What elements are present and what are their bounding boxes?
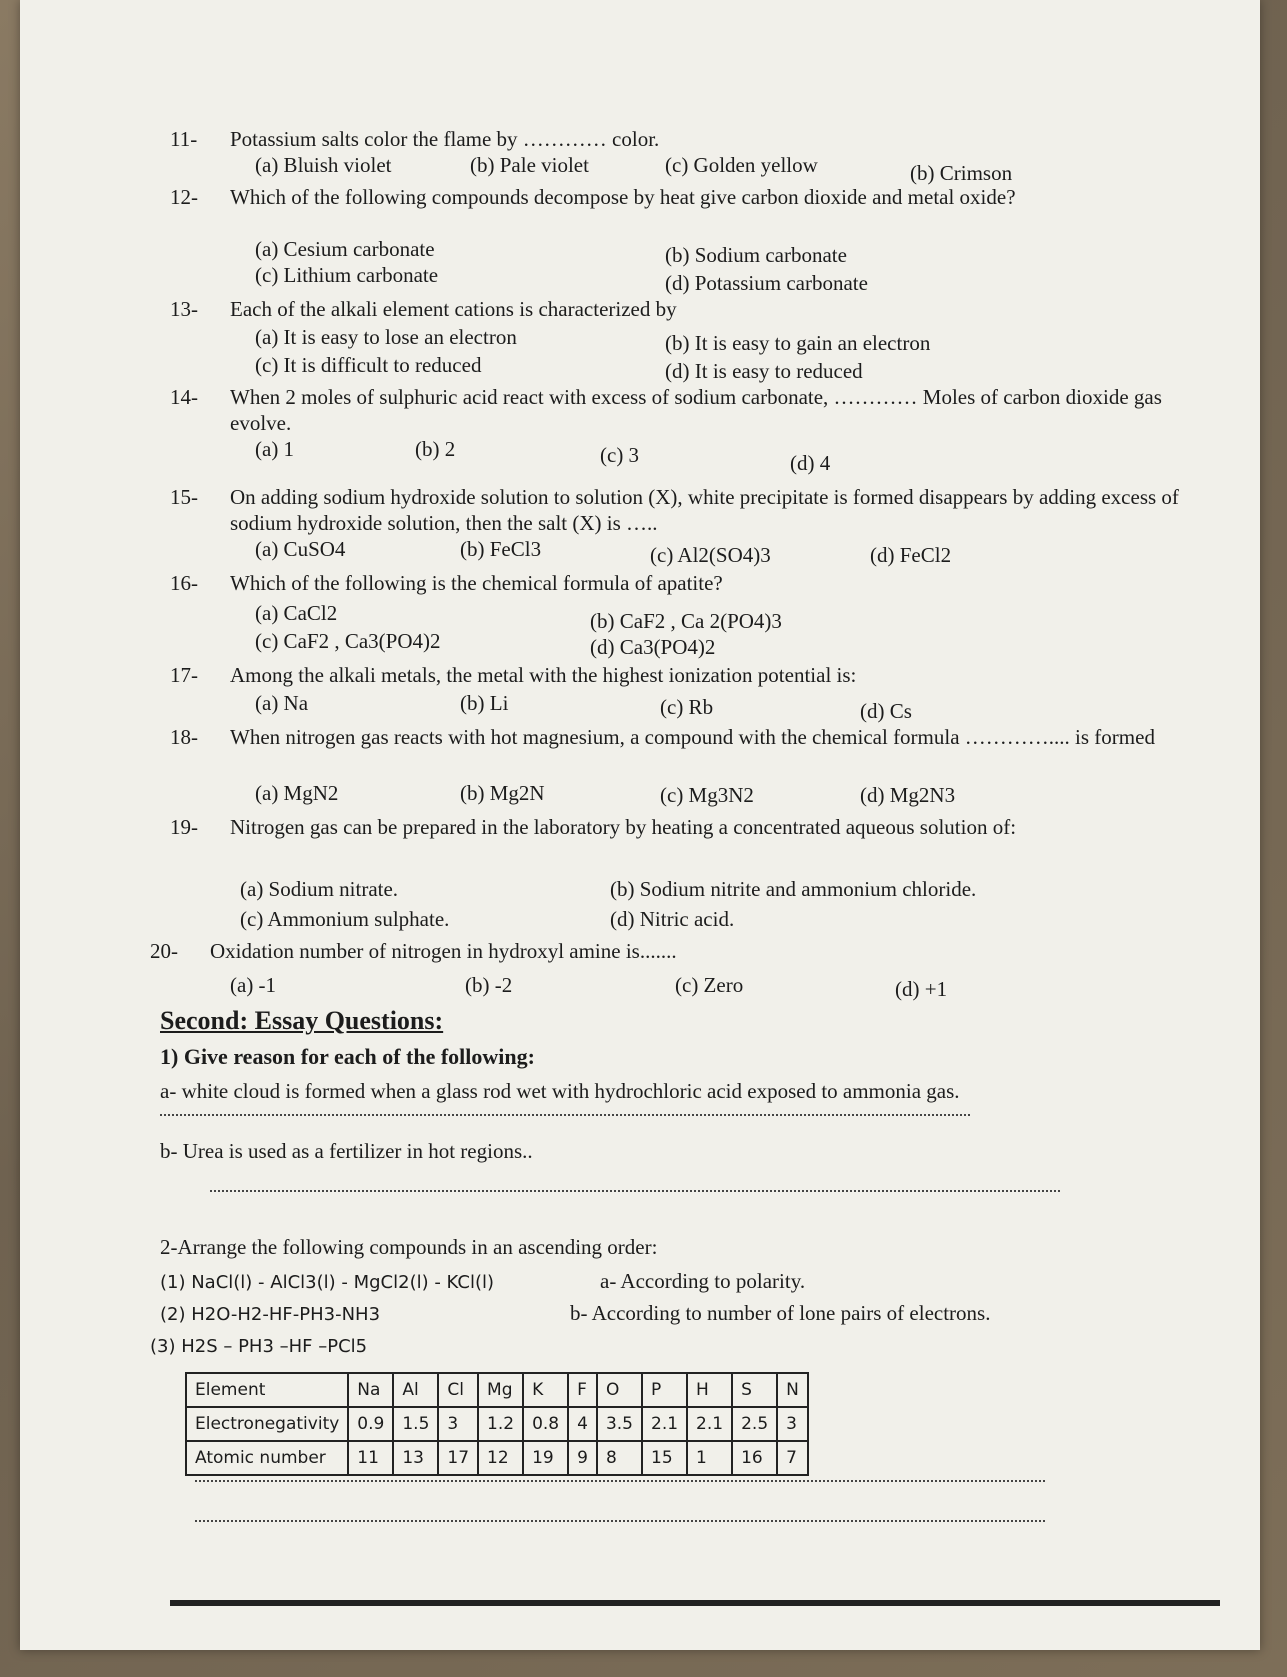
table-cell: 9 [568, 1441, 597, 1475]
table-row [186, 1407, 808, 1441]
table-row [186, 1373, 808, 1407]
essay-q2-item-2: (2) H2O-H2-HF-PH3-NH3 [160, 1304, 381, 1325]
section-title: Second: Essay Questions: [160, 1006, 444, 1035]
question-text: Among the alkali metals, the metal with the highest ionization potential is: [230, 663, 857, 687]
answer-line [195, 1480, 1045, 1482]
option-c: (c) Al2(SO4)3 [650, 543, 771, 567]
exam-paper [20, 0, 1260, 1650]
question-text: On adding sodium hydroxide solution to solution (X), white precipitate is formed disappears by adding excess of sodium hydroxide solution, then the salt (X) is ….. [230, 485, 1179, 535]
option-a: (a) Sodium nitrate. [240, 877, 399, 901]
option-d: (d) Ca3(PO4)2 [590, 635, 716, 659]
table-cell: S [732, 1373, 777, 1407]
option-c: (c) Zero [675, 973, 744, 997]
essay-q2-item-3: (3) H2S – PH3 –HF –PCl5 [150, 1336, 368, 1357]
essay-q2-criterion-a: a- According to polarity. [600, 1269, 806, 1293]
table-cell: 4 [568, 1407, 597, 1441]
option-a: (a) CuSO4 [255, 537, 346, 561]
option-b: (b) -2 [465, 973, 513, 997]
option-c: (c) It is difficult to reduced [255, 353, 482, 377]
table-cell: 19 [523, 1441, 568, 1475]
table-cell: 13 [393, 1441, 438, 1475]
option-c: (c) 3 [600, 443, 640, 467]
option-b: (b) Pale violet [470, 153, 589, 177]
option-d: (d) 4 [790, 451, 831, 475]
table-cell: 0.8 [523, 1407, 568, 1441]
table-cell: 0.9 [348, 1407, 393, 1441]
option-d: (d) It is easy to reduced [665, 359, 863, 383]
question-text: Which of the following is the chemical formula of apatite? [230, 571, 723, 595]
option-a: (a) MgN2 [255, 781, 339, 805]
option-b: (b) FeCl3 [460, 537, 542, 561]
option-b: (b) Sodium carbonate [665, 243, 847, 267]
option-a: (a) CaCl2 [255, 601, 338, 625]
essay-q2-title: 2-Arrange the following compounds in an ascending order: [160, 1235, 658, 1259]
essay-q2-criterion-b: b- According to number of lone pairs of electrons. [570, 1301, 991, 1325]
question-number: 11- [170, 127, 198, 151]
question-number: 17- [170, 663, 198, 687]
question-number: 20- [150, 939, 178, 963]
table-cell: 11 [348, 1441, 393, 1475]
option-b: (b) It is easy to gain an electron [665, 331, 931, 355]
answer-line [160, 1114, 970, 1116]
question-number: 13- [170, 297, 198, 321]
table-cell: Mg [478, 1373, 523, 1407]
option-b: (b) Li [460, 691, 509, 715]
question-number: 12- [170, 185, 198, 209]
table-cell: Cl [438, 1373, 478, 1407]
option-b: (b) 2 [415, 437, 456, 461]
question-number: 19- [170, 815, 198, 839]
subsection-title: 1) Give reason for each of the following: [160, 1044, 535, 1069]
question-number: 14- [170, 385, 198, 409]
table-cell: 3 [438, 1407, 478, 1441]
table-cell: 2.1 [642, 1407, 687, 1441]
table-row [186, 1441, 808, 1475]
table-cell: F [568, 1373, 597, 1407]
answer-line [210, 1190, 1060, 1192]
table-cell: Element [186, 1373, 348, 1407]
table-cell: 1.5 [393, 1407, 438, 1441]
table-cell: 1.2 [478, 1407, 523, 1441]
essay-q1b: b- Urea is used as a fertilizer in hot regions.. [160, 1139, 533, 1163]
table-cell: Al [393, 1373, 438, 1407]
option-d: (d) FeCl2 [870, 543, 952, 567]
option-a: (a) It is easy to lose an electron [255, 325, 517, 349]
table-cell: 2.1 [687, 1407, 732, 1441]
option-a: (a) Bluish violet [255, 153, 392, 177]
table-cell: N [777, 1373, 808, 1407]
table-cell: Na [348, 1373, 393, 1407]
table-cell: 16 [732, 1441, 777, 1475]
option-d: (d) Nitric acid. [610, 907, 735, 931]
table-cell: 1 [687, 1441, 732, 1475]
option-c: (c) Rb [660, 695, 714, 719]
option-a: (a) -1 [230, 973, 277, 997]
table-cell: P [642, 1373, 687, 1407]
table-cell: 3 [777, 1407, 808, 1441]
table-cell: 7 [777, 1441, 808, 1475]
table-cell: K [523, 1373, 568, 1407]
option-a: (a) 1 [255, 437, 295, 461]
question-number: 15- [170, 485, 198, 509]
question-text: Nitrogen gas can be prepared in the laboratory by heating a concentrated aqueous solution of: [230, 815, 1017, 839]
question-number: 16- [170, 571, 198, 595]
table-cell: 8 [597, 1441, 642, 1475]
question-number: 18- [170, 725, 198, 749]
option-c: (c) CaF2 , Ca3(PO4)2 [255, 629, 441, 653]
table-cell: 3.5 [597, 1407, 642, 1441]
option-b: (b) Mg2N [460, 781, 545, 805]
option-c: (c) Mg3N2 [660, 783, 754, 807]
option-b: (b) Sodium nitrite and ammonium chloride. [610, 877, 977, 901]
table-cell: 15 [642, 1441, 687, 1475]
question-text: When 2 moles of sulphuric acid react with excess of sodium carbonate, ………… Moles of carbon dioxide gas evolve. [230, 385, 1162, 435]
question-text: Potassium salts color the flame by ………… color. [230, 127, 660, 151]
question-text: Which of the following compounds decompose by heat give carbon dioxide and metal oxide? [230, 185, 1016, 209]
table-cell: Atomic number [186, 1441, 348, 1475]
option-d: (d) Mg2N3 [860, 783, 956, 807]
question-text: When nitrogen gas reacts with hot magnesium, a compound with the chemical formula ………….... is formed [230, 725, 1155, 749]
table-cell: H [687, 1373, 732, 1407]
question-text: Oxidation number of nitrogen in hydroxyl amine is....... [210, 939, 677, 963]
table-cell: Electronegativity [186, 1407, 348, 1441]
exam-content [150, 80, 1220, 1606]
essay-q2-item-1: (1) NaCl(l) - AlCl3(l) - MgCl2(l) - KCl(l) [160, 1272, 494, 1293]
element-data-table [185, 1372, 809, 1476]
table-cell: 17 [438, 1441, 478, 1475]
option-c: (c) Lithium carbonate [255, 263, 439, 287]
option-b: (b) CaF2 , Ca 2(PO4)3 [590, 609, 782, 633]
table-cell: 2.5 [732, 1407, 777, 1441]
option-a: (a) Cesium carbonate [255, 237, 435, 261]
essay-q1a: a- white cloud is formed when a glass rod wet with hydrochloric acid exposed to ammonia gas. [160, 1079, 960, 1103]
table-cell: 12 [478, 1441, 523, 1475]
option-c: (c) Ammonium sulphate. [240, 907, 450, 931]
answer-line [195, 1520, 1045, 1522]
option-c: (c) Golden yellow [665, 153, 818, 177]
option-d: (d) Potassium carbonate [665, 271, 868, 295]
option-d: (d) Cs [860, 699, 912, 723]
table-cell: O [597, 1373, 642, 1407]
option-d: (d) +1 [895, 977, 948, 1001]
option-a: (a) Na [255, 691, 309, 715]
question-text: Each of the alkali element cations is characterized by [230, 297, 677, 321]
option-d: (b) Crimson [910, 161, 1013, 185]
